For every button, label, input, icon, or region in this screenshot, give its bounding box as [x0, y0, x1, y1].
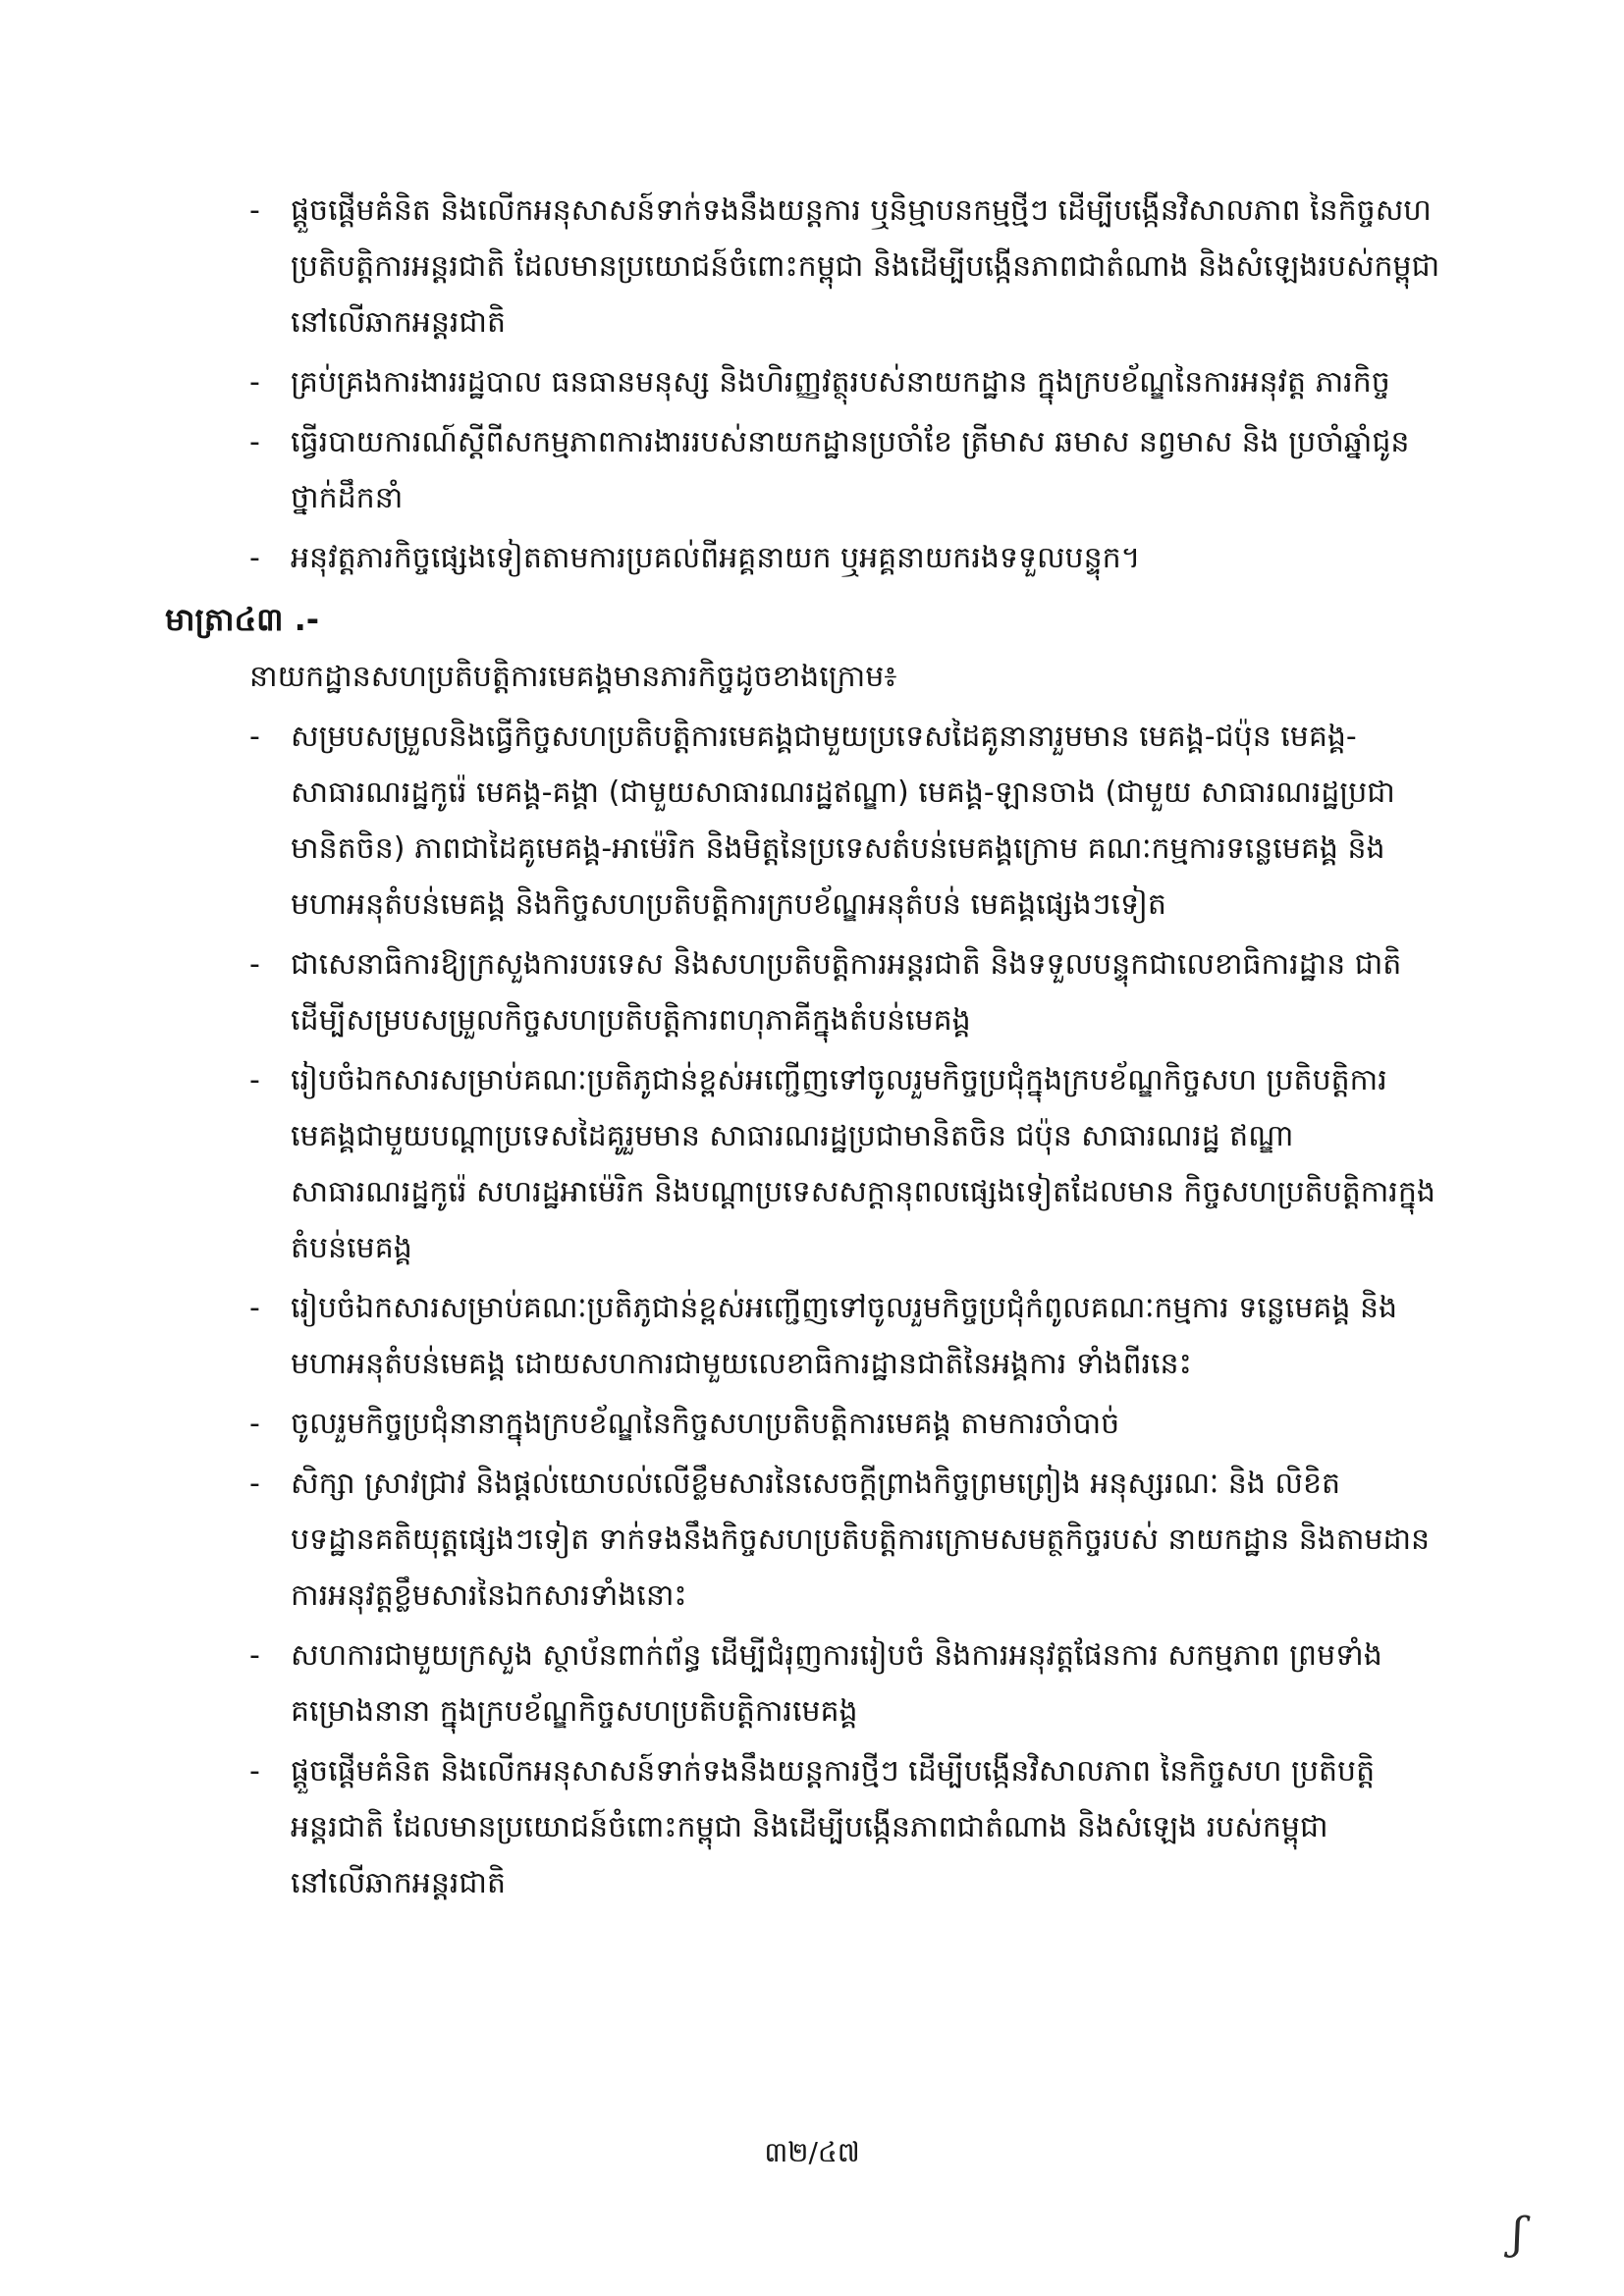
bullet-dash: -: [249, 1407, 260, 1441]
list-item-text: អនុវត្តភារកិច្ចផ្សេងទៀតតាមការប្រគល់ពីអគ្គនាយក ឬអគ្គនាយករងទទួលបន្ទុក។: [291, 541, 1141, 575]
list-item: [249, 1280, 1441, 1392]
page-number: ៣២/៤៧: [764, 2136, 860, 2168]
list-item: [249, 1743, 1441, 1911]
article-intro: នាយកដ្ឋានសហប្រតិបត្តិការមេគង្គមានភារកិច្ចដូចខាងក្រោម៖: [249, 660, 897, 694]
bullet-dash: -: [249, 1291, 260, 1325]
list-item: [249, 1396, 1441, 1452]
list-item: [249, 183, 1441, 350]
list-item-text: ផ្តួចផ្តើមគំនិត និងលើកអនុសាសន៍ទាក់ទងនឹងយន្តការថ្មីៗ ដើម្បីបង្កើនវិសាលភាព នៃកិច្ចសហ ប្រតិបត្តិអន្តរជាតិ ដែលមានប្រយោជន៍ចំពោះកម្ពុជា និងដើម្បីបង្កើនភាពជាតំណាង និងសំឡេង របស់កម្ពុជានៅលើឆាកអន្តរជាតិ: [291, 1754, 1376, 1900]
bullet-dash: -: [249, 541, 260, 575]
list-item-text: សិក្សា ស្រាវជ្រាវ និងផ្តល់យោបល់លើខ្លឹមសារនៃសេចក្តីព្រាងកិច្ចព្រមព្រៀង អនុស្សរណៈ និង លិខិតបទដ្ឋានគតិយុត្តផ្សេងៗទៀត ទាក់ទងនឹងកិច្ចសហប្រតិបត្តិការក្រោមសមត្ថកិច្ចរបស់ នាយកដ្ឋាន និងតាមដានការអនុវត្តខ្លឹមសារនៃឯកសារទាំងនោះ: [291, 1467, 1431, 1613]
bullet-dash: -: [249, 1638, 260, 1673]
list-item-text: រៀបចំឯកសារសម្រាប់គណៈប្រតិភូជាន់ខ្ពស់អញ្ជើញទៅចូលរួមកិច្ចប្រជុំកំពូលគណៈកម្មការ ទន្លេមេគង្គ និងមហាអនុតំបន់មេគង្គ ដោយសហការជាមួយលេខាធិការដ្ឋានជាតិនៃអង្គការ ទាំងពីរនេះ: [291, 1291, 1398, 1381]
top-list: [249, 183, 1441, 586]
list-item: [249, 709, 1441, 933]
list-item-text: សម្របសម្រួលនិងធ្វើកិច្ចសហប្រតិបត្តិការមេគង្គជាមួយប្រទេសដៃគូនានារួមមាន មេគង្គ-ជប៉ុន មេគង្គ-សាធារណរដ្ឋកូរ៉េ មេគង្គ-គង្គា (ជាមួយសាធារណរដ្ឋឥណ្ឌា) មេគង្គ-ឡានចាង (ជាមួយ សាធារណរដ្ឋប្រជាមានិតចិន) ភាពជាដៃគូមេគង្គ-អាម៉េរិក និងមិត្តនៃប្រទេសតំបន់មេគង្គក្រោម គណៈកម្មការទន្លេមេគង្គ និងមហាអនុតំបន់មេគង្គ និងកិច្ចសហប្រតិបត្តិការក្របខ័ណ្ឌអនុតំបន់ មេគង្គផ្សេងៗទៀត: [291, 720, 1395, 922]
list-item: [249, 1456, 1441, 1624]
bullet-dash: -: [249, 1063, 260, 1097]
list-item-text: ចូលរួមកិច្ចប្រជុំនានាក្នុងក្របខ័ណ្ឌនៃកិច្ចសហប្រតិបត្តិការមេគង្គ តាមការចាំបាច់: [291, 1407, 1120, 1441]
list-item: [249, 354, 1441, 410]
bullet-dash: -: [249, 720, 260, 754]
document-body: [165, 183, 1441, 1915]
list-item: [249, 414, 1441, 526]
list-item: [249, 1052, 1441, 1276]
article-list: [249, 709, 1441, 1911]
bullet-dash: -: [249, 365, 260, 400]
list-item: [249, 530, 1441, 586]
list-item-text: ជាសេនាធិការឱ្យក្រសួងការបរទេស និងសហប្រតិបត្តិការអន្តរជាតិ និងទទួលបន្ទុកជាលេខាធិការដ្ឋាន ជាតិ ដើម្បីសម្របសម្រួលកិច្ចសហប្រតិបត្តិការពហុភាគីក្នុងតំបន់មេគង្គ: [291, 947, 1402, 1038]
list-item: [249, 936, 1441, 1048]
list-item-text: សហការជាមួយក្រសួង ស្ថាប័នពាក់ព័ន្ធ ដើម្បីជំរុញការរៀបចំ និងការអនុវត្តផែនការ សកម្មភាព ព្រមទាំងគម្រោងនានា ក្នុងក្របខ័ណ្ឌកិច្ចសហប្រតិបត្តិការមេគង្គ: [291, 1638, 1382, 1729]
bullet-dash: -: [249, 1754, 260, 1789]
bullet-dash: -: [249, 947, 260, 982]
list-item: [249, 1628, 1441, 1739]
list-item-text: ធ្វើរបាយការណ៍ស្តីពីសកម្មភាពការងាររបស់នាយកដ្ឋានប្រចាំខែ ត្រីមាស ឆមាស នព្វមាស និង ប្រចាំឆ្នាំជូនថ្នាក់ដឹកនាំ: [291, 425, 1410, 515]
list-item-text: ផ្តួចផ្តើមគំនិត និងលើកអនុសាសន៍ទាក់ទងនឹងយន្តការ ឬនិម្មាបនកម្មថ្មីៗ ដើម្បីបង្កើនវិសាលភាព នៃកិច្ចសហប្រតិបត្តិការអន្តរជាតិ ដែលមានប្រយោជន៍ចំពោះកម្ពុជា និងដើម្បីបង្កើនភាពជាតំណាង និងសំឡេងរបស់កម្ពុជានៅលើឆាកអន្តរជាតិ: [291, 193, 1440, 340]
initials-mark: ʃ: [1512, 2209, 1524, 2259]
article-heading: មាត្រា៤៣ .-: [165, 601, 320, 638]
bullet-dash: -: [249, 193, 260, 228]
bullet-dash: -: [249, 425, 260, 459]
list-item-text: គ្រប់គ្រងការងាររដ្ឋបាល ធនធានមនុស្ស និងហិរញ្ញវត្ថុរបស់នាយកដ្ឋាន ក្នុងក្របខ័ណ្ឌនៃការអនុវត្ត ភារកិច្ច: [291, 365, 1390, 400]
bullet-dash: -: [249, 1467, 260, 1501]
list-item-text: រៀបចំឯកសារសម្រាប់គណៈប្រតិភូជាន់ខ្ពស់អញ្ជើញទៅចូលរួមកិច្ចប្រជុំក្នុងក្របខ័ណ្ឌកិច្ចសហ ប្រតិបត្តិការមេគង្គជាមួយបណ្តាប្រទេសដៃគូរួមមាន សាធារណរដ្ឋប្រជាមានិតចិន ជប៉ុន សាធារណរដ្ឋ ឥណ្ឌា សាធារណរដ្ឋកូរ៉េ សហរដ្ឋអាម៉េរិក និងបណ្តាប្រទេសសក្តានុពលផ្សេងទៀតដែលមាន កិច្ចសហប្រតិបត្តិការក្នុងតំបន់មេគង្គ: [291, 1063, 1435, 1265]
